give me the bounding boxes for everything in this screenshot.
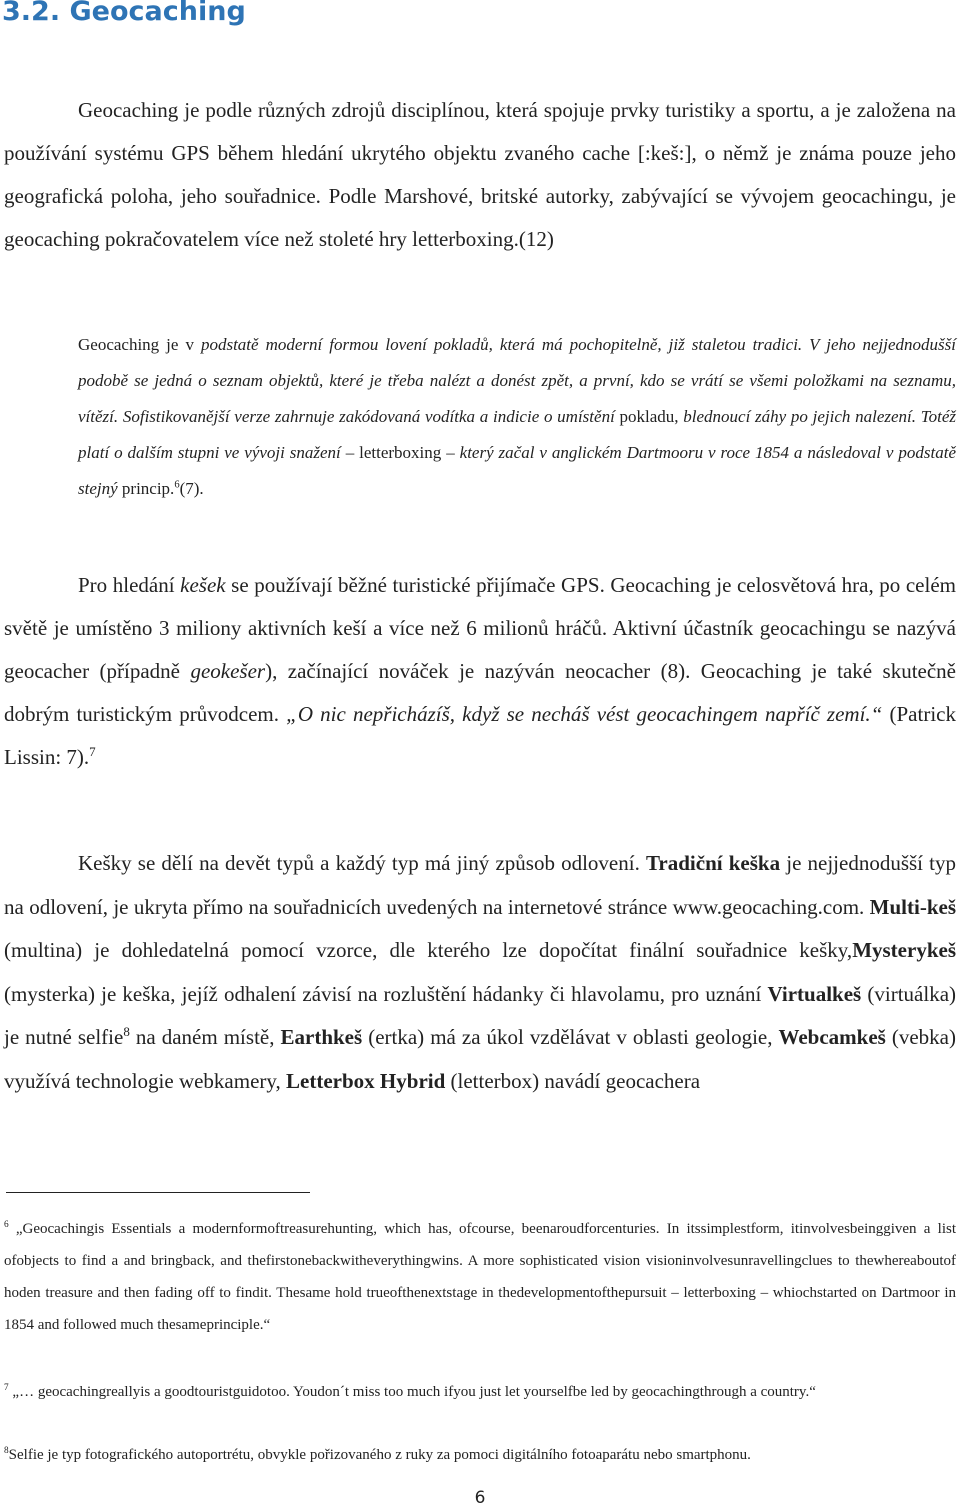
cache-types-text-5: (virtuálka) je nutné selfie <box>4 981 957 1049</box>
footnote-6 <box>4 1213 956 1341</box>
footnote-8-number: 8 <box>4 1446 9 1456</box>
paragraph-gps-text-1: Pro hledání <box>78 573 181 597</box>
paragraph-gps-quote: „O nic nepřicházíš, když se necháš vést geocachingem napříč zemí.“ <box>286 702 883 726</box>
cache-types-text-9: (letterbox) navádí geocachera <box>445 1068 701 1093</box>
footnote-ref-6: 6 <box>174 479 180 491</box>
cache-types-text-6: na daném místě, <box>129 1025 281 1049</box>
cache-type-webcam: Webcamkeš <box>778 1025 886 1049</box>
paragraph-gps-text-5: ), začínající nováček je nazýván neocacher (8). Geocaching je také skutečně dobrým turistickým průvodcem. <box>4 659 957 726</box>
paragraph-gps-text-3: se používají běžné turistické přijímače GPS. Geocaching je celosvětová hra, po celém světě je umístěno 3 miliony aktivních keší a více než 6 milionů hráčů. Aktivní účastník geocachingu se nazývá geocacher (případně <box>4 573 956 683</box>
cache-type-earth: Earthkeš <box>280 1025 363 1049</box>
paragraph-gps <box>4 564 956 779</box>
quote-text-2: podstatě moderní formou lovení pokladů, která má pochopitelně, již staletou tradici. V jeho nejjednodušší podobě se jedná o seznam objektů, které je třeba nalézt a donést zpět, a první, kdo se vrátí se všemi položkami na seznamu, vítězí. Sofistikovanější verze zahrnuje zakódovaná vodítka a indicie o umístění <box>78 335 957 426</box>
footnote-ref-7: 7 <box>89 744 96 759</box>
footnote-separator <box>6 1192 310 1193</box>
cache-types-text-4: (mysterka) je keška, jejíž odhalení závisí na rozluštění hádanky či hlavolamu, pro uznání <box>4 981 768 1006</box>
cache-type-letterbox: Letterbox Hybrid <box>286 1068 446 1093</box>
quote-text-7: princip. <box>121 479 175 498</box>
cache-types-text-1: Kešky se dělí na devět typů a každý typ má jiný způsob odlovení. <box>78 851 646 875</box>
cache-types-text-3: (multina) je dohledatelná pomocí vzorce, dle kterého lze dopočítat finální souřadnice kešky, <box>4 938 853 962</box>
footnote-7 <box>4 1381 956 1403</box>
footnote-ref-8: 8 <box>123 1024 130 1039</box>
cache-types-text-8: (vebka) využívá technologie webkamery, <box>4 1025 956 1093</box>
quote-text-4: blednoucí záhy po jejich nalezení. Totéž platí o dalším stupni ve vývoji snažení – <box>78 407 957 462</box>
footnote-7-number: 7 <box>4 1383 9 1393</box>
cache-type-mystery: Mysterykeš <box>852 938 956 962</box>
cache-type-multi: Multi-keš <box>869 894 956 919</box>
cache-types-text-7: (ertka) má za úkol vzdělávat v oblasti geologie, <box>362 1025 779 1049</box>
section-heading: 3.2. Geocaching <box>2 0 246 27</box>
cache-types-text-2: je nejjednodušší typ na odlovení, je ukryta přímo na souřadnicích uvedených na internetové stránce www.geocaching.com. <box>4 851 956 919</box>
cache-type-virtual: Virtualkeš <box>767 981 862 1006</box>
paragraph-gps-text-4: geokešer <box>190 659 266 683</box>
quote-text-5: letterboxing <box>359 443 447 462</box>
quote-text-8: (7). <box>179 479 204 498</box>
footnote-8 <box>4 1444 956 1466</box>
paragraph-intro <box>4 89 956 261</box>
page-number: 6 <box>474 1488 486 1508</box>
paragraph-gps-text-7: (Patrick Lissin: 7). <box>4 702 956 769</box>
quote-text-1: Geocaching je v <box>78 335 201 354</box>
footnote-6-text: „Geocachingis Essentials a modernformoftreasurehunting, which has, ofcourse, beenaroudforcenturies. In itssimplestform, itinvolvesbeinggiven a list ofobjects to find a and bringback, and thefirstonebackwitheverythingwins. A more sophisticated vision visioninvolvesunravellingclues to thewhereaboutof hoden treasure and then fading off to findit. Thesame hold trueofthenextstage in thedevelopmentofthepursuit – letterboxing – whiochstarted on Dartmoor in 1854 and followed much thesameprinciple.“ <box>4 1221 956 1333</box>
footnote-6-number: 6 <box>4 1220 9 1230</box>
quote-text-6: – který začal v anglickém Dartmooru v roce 1854 a následoval v podstatě stejný <box>78 443 956 498</box>
block-quote <box>78 327 956 507</box>
paragraph-intro-text: Geocaching je podle různých zdrojů disciplínou, která spojuje prvky turistiky a sportu, a je založena na používání systému GPS během hledání ukrytého objektu zvaného cache [:keš:], o němž je známa pouze jeho geografická poloha, jeho souřadnice. Podle Marshové, britské autorky, zabývající se vývojem geocachingu, je geocaching pokračovatelem více než stoleté hry letterboxing.(12) <box>4 98 956 251</box>
cache-type-traditional: Tradiční keška <box>645 851 781 875</box>
paragraph-gps-text-2: kešek <box>180 573 226 597</box>
footnote-7-text: „… geocachingreallyis a goodtouristguidotoo. Youdon´t miss too much ifyou just let yourselfbe led by geocachingthrough a country.“ <box>8 1384 816 1400</box>
footnote-8-text: Selfie je typ fotografického autoportrétu, obvykle pořizovaného z ruky za pomoci digitálního fotoaparátu nebo smartphonu. <box>8 1447 751 1463</box>
paragraph-cache-types <box>4 842 956 1103</box>
quote-text-3: pokladu, <box>619 407 684 426</box>
